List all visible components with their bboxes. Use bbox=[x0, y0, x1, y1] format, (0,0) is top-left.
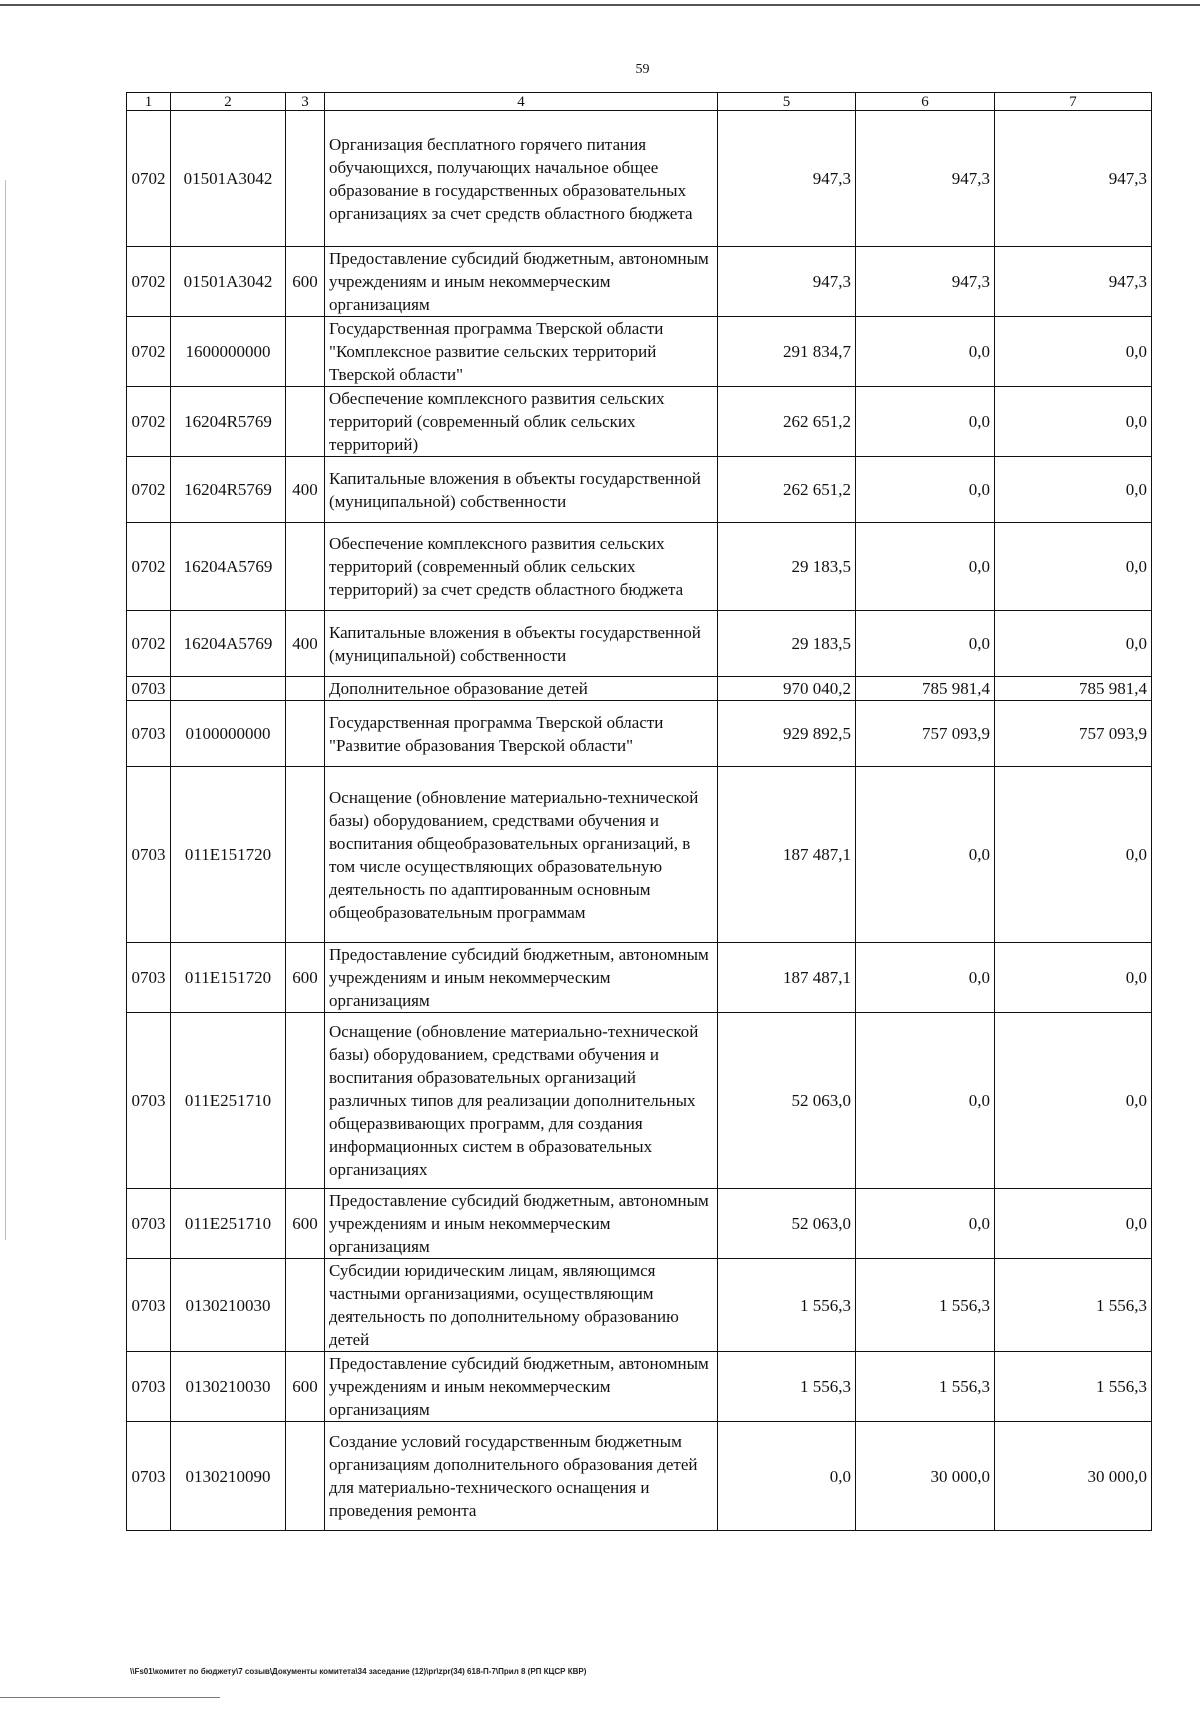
cell-expense-type bbox=[286, 111, 325, 247]
cell-name: Предоставление субсидий бюджетным, автономным учреждениям и иным некоммерческим организациям bbox=[325, 247, 718, 317]
cell-amount-2: 785 981,4 bbox=[856, 677, 995, 701]
cell-amount-1: 1 556,3 bbox=[718, 1352, 856, 1422]
cell-amount-3: 1 556,3 bbox=[995, 1352, 1152, 1422]
cell-amount-1: 262 651,2 bbox=[718, 387, 856, 457]
table-row bbox=[127, 1352, 1152, 1422]
cell-amount-2: 0,0 bbox=[856, 611, 995, 677]
cell-amount-1: 29 183,5 bbox=[718, 523, 856, 611]
table-row bbox=[127, 523, 1152, 611]
cell-amount-1: 947,3 bbox=[718, 247, 856, 317]
scan-edge-top bbox=[0, 4, 1200, 6]
cell-section: 0702 bbox=[127, 317, 171, 387]
cell-expense-type: 600 bbox=[286, 1189, 325, 1259]
cell-section: 0703 bbox=[127, 1259, 171, 1352]
header-col-3: 3 bbox=[286, 93, 325, 111]
cell-amount-3: 30 000,0 bbox=[995, 1422, 1152, 1531]
cell-amount-3: 0,0 bbox=[995, 611, 1152, 677]
cell-expense-type: 600 bbox=[286, 247, 325, 317]
cell-expense-type bbox=[286, 1422, 325, 1531]
cell-amount-1: 187 487,1 bbox=[718, 943, 856, 1013]
cell-amount-1: 291 834,7 bbox=[718, 317, 856, 387]
header-col-5: 5 bbox=[718, 93, 856, 111]
cell-amount-3: 947,3 bbox=[995, 247, 1152, 317]
cell-amount-2: 1 556,3 bbox=[856, 1259, 995, 1352]
scan-edge-bottom bbox=[0, 1697, 220, 1698]
cell-amount-2: 947,3 bbox=[856, 247, 995, 317]
page-number: 59 bbox=[635, 62, 650, 77]
cell-target-code: 0130210030 bbox=[171, 1352, 286, 1422]
cell-amount-1: 1 556,3 bbox=[718, 1259, 856, 1352]
cell-amount-2: 0,0 bbox=[856, 457, 995, 523]
cell-section: 0703 bbox=[127, 701, 171, 767]
cell-target-code: 011E151720 bbox=[171, 943, 286, 1013]
cell-target-code: 011E151720 bbox=[171, 767, 286, 943]
scan-edge-left bbox=[5, 180, 6, 1240]
cell-amount-1: 970 040,2 bbox=[718, 677, 856, 701]
cell-name: Капитальные вложения в объекты государственной (муниципальной) собственности bbox=[325, 611, 718, 677]
cell-amount-2: 1 556,3 bbox=[856, 1352, 995, 1422]
cell-expense-type: 600 bbox=[286, 1352, 325, 1422]
table-row bbox=[127, 701, 1152, 767]
cell-amount-3: 0,0 bbox=[995, 1189, 1152, 1259]
cell-target-code: 1600000000 bbox=[171, 317, 286, 387]
cell-amount-3: 0,0 bbox=[995, 317, 1152, 387]
cell-amount-1: 29 183,5 bbox=[718, 611, 856, 677]
cell-amount-2: 947,3 bbox=[856, 111, 995, 247]
cell-section: 0702 bbox=[127, 387, 171, 457]
cell-name: Государственная программа Тверской области "Комплексное развитие сельских территорий Тверской области" bbox=[325, 317, 718, 387]
cell-expense-type bbox=[286, 767, 325, 943]
cell-name: Субсидии юридическим лицам, являющимся частными организациями, осуществляющим деятельность по дополнительному образованию детей bbox=[325, 1259, 718, 1352]
cell-amount-2: 0,0 bbox=[856, 943, 995, 1013]
cell-amount-2: 0,0 bbox=[856, 1189, 995, 1259]
footer-file-path: \\Fs01\комитет по бюджету\7 созыв\Документы комитета\34 заседание (12)\pr\zpr(34) 618-П-7\Прил 8 (РП КЦСР КВР) bbox=[130, 1667, 587, 1676]
cell-amount-3: 0,0 bbox=[995, 387, 1152, 457]
cell-name: Оснащение (обновление материально-технической базы) оборудованием, средствами обучения и воспитания образовательных организаций различных типов для реализации дополнительных общеразвивающих программ, для создания информационных систем в образовательных организациях bbox=[325, 1013, 718, 1189]
cell-amount-2: 0,0 bbox=[856, 523, 995, 611]
cell-target-code: 16204R5769 bbox=[171, 387, 286, 457]
cell-target-code: 0130210030 bbox=[171, 1259, 286, 1352]
cell-name: Предоставление субсидий бюджетным, автономным учреждениям и иным некоммерческим организациям bbox=[325, 1352, 718, 1422]
cell-expense-type bbox=[286, 1259, 325, 1352]
table-header bbox=[127, 93, 1152, 111]
cell-amount-1: 947,3 bbox=[718, 111, 856, 247]
cell-amount-3: 0,0 bbox=[995, 767, 1152, 943]
cell-expense-type bbox=[286, 701, 325, 767]
cell-amount-3: 947,3 bbox=[995, 111, 1152, 247]
header-col-4: 4 bbox=[325, 93, 718, 111]
header-col-7: 7 bbox=[995, 93, 1152, 111]
cell-section: 0703 bbox=[127, 767, 171, 943]
header-col-6: 6 bbox=[856, 93, 995, 111]
cell-expense-type bbox=[286, 523, 325, 611]
cell-target-code: 011E251710 bbox=[171, 1189, 286, 1259]
cell-name: Обеспечение комплексного развития сельских территорий (современный облик сельских территорий) за счет средств областного бюджета bbox=[325, 523, 718, 611]
cell-amount-1: 52 063,0 bbox=[718, 1189, 856, 1259]
cell-expense-type: 400 bbox=[286, 611, 325, 677]
table-row bbox=[127, 317, 1152, 387]
cell-name: Предоставление субсидий бюджетным, автономным учреждениям и иным некоммерческим организациям bbox=[325, 1189, 718, 1259]
table-row bbox=[127, 1422, 1152, 1531]
cell-section: 0703 bbox=[127, 1013, 171, 1189]
cell-name: Капитальные вложения в объекты государственной (муниципальной) собственности bbox=[325, 457, 718, 523]
cell-name: Государственная программа Тверской области "Развитие образования Тверской области" bbox=[325, 701, 718, 767]
cell-section: 0702 bbox=[127, 523, 171, 611]
cell-expense-type bbox=[286, 1013, 325, 1189]
cell-name: Предоставление субсидий бюджетным, автономным учреждениям и иным некоммерческим организациям bbox=[325, 943, 718, 1013]
cell-target-code: 16204A5769 bbox=[171, 611, 286, 677]
table-row bbox=[127, 1259, 1152, 1352]
cell-section: 0702 bbox=[127, 247, 171, 317]
table-row bbox=[127, 247, 1152, 317]
cell-section: 0703 bbox=[127, 677, 171, 701]
cell-amount-2: 757 093,9 bbox=[856, 701, 995, 767]
cell-section: 0702 bbox=[127, 611, 171, 677]
cell-target-code: 01501A3042 bbox=[171, 111, 286, 247]
cell-expense-type: 600 bbox=[286, 943, 325, 1013]
cell-section: 0702 bbox=[127, 111, 171, 247]
table-row bbox=[127, 611, 1152, 677]
cell-target-code: 01501A3042 bbox=[171, 247, 286, 317]
cell-name: Создание условий государственным бюджетным организациям дополнительного образования детей для материально-технического оснащения и проведения ремонта bbox=[325, 1422, 718, 1531]
cell-expense-type bbox=[286, 677, 325, 701]
table-row bbox=[127, 943, 1152, 1013]
table-row bbox=[127, 1013, 1152, 1189]
cell-expense-type bbox=[286, 387, 325, 457]
cell-amount-1: 929 892,5 bbox=[718, 701, 856, 767]
header-col-2: 2 bbox=[171, 93, 286, 111]
cell-amount-1: 52 063,0 bbox=[718, 1013, 856, 1189]
header-col-1: 1 bbox=[127, 93, 171, 111]
cell-expense-type: 400 bbox=[286, 457, 325, 523]
table-row bbox=[127, 767, 1152, 943]
table-row bbox=[127, 111, 1152, 247]
cell-target-code: 0100000000 bbox=[171, 701, 286, 767]
budget-table bbox=[126, 92, 1152, 1531]
cell-expense-type bbox=[286, 317, 325, 387]
cell-amount-1: 187 487,1 bbox=[718, 767, 856, 943]
cell-amount-2: 30 000,0 bbox=[856, 1422, 995, 1531]
table-row bbox=[127, 1189, 1152, 1259]
cell-name: Оснащение (обновление материально-технической базы) оборудованием, средствами обучения и воспитания общеобразовательных организаций, в том числе осуществляющих образовательную деятельность по адаптированным основным общеобразовательным программам bbox=[325, 767, 718, 943]
table-row bbox=[127, 387, 1152, 457]
cell-amount-3: 0,0 bbox=[995, 457, 1152, 523]
cell-section: 0703 bbox=[127, 1352, 171, 1422]
cell-target-code: 0130210090 bbox=[171, 1422, 286, 1531]
cell-amount-1: 262 651,2 bbox=[718, 457, 856, 523]
cell-amount-1: 0,0 bbox=[718, 1422, 856, 1531]
cell-target-code: 011E251710 bbox=[171, 1013, 286, 1189]
cell-section: 0703 bbox=[127, 1422, 171, 1531]
cell-amount-2: 0,0 bbox=[856, 1013, 995, 1189]
table-row bbox=[127, 677, 1152, 701]
cell-name: Обеспечение комплексного развития сельских территорий (современный облик сельских территорий) bbox=[325, 387, 718, 457]
header-row bbox=[127, 93, 1152, 111]
cell-amount-2: 0,0 bbox=[856, 317, 995, 387]
cell-amount-3: 0,0 bbox=[995, 943, 1152, 1013]
table-row bbox=[127, 457, 1152, 523]
cell-amount-3: 0,0 bbox=[995, 523, 1152, 611]
cell-amount-3: 757 093,9 bbox=[995, 701, 1152, 767]
cell-target-code: 16204A5769 bbox=[171, 523, 286, 611]
cell-amount-3: 785 981,4 bbox=[995, 677, 1152, 701]
cell-section: 0703 bbox=[127, 1189, 171, 1259]
cell-name: Организация бесплатного горячего питания обучающихся, получающих начальное общее образование в государственных образовательных организациях за счет средств областного бюджета bbox=[325, 111, 718, 247]
table-body bbox=[127, 111, 1152, 1531]
cell-section: 0703 bbox=[127, 943, 171, 1013]
cell-section: 0702 bbox=[127, 457, 171, 523]
cell-target-code bbox=[171, 677, 286, 701]
cell-target-code: 16204R5769 bbox=[171, 457, 286, 523]
cell-amount-2: 0,0 bbox=[856, 767, 995, 943]
cell-amount-3: 1 556,3 bbox=[995, 1259, 1152, 1352]
cell-name: Дополнительное образование детей bbox=[325, 677, 718, 701]
cell-amount-2: 0,0 bbox=[856, 387, 995, 457]
cell-amount-3: 0,0 bbox=[995, 1013, 1152, 1189]
